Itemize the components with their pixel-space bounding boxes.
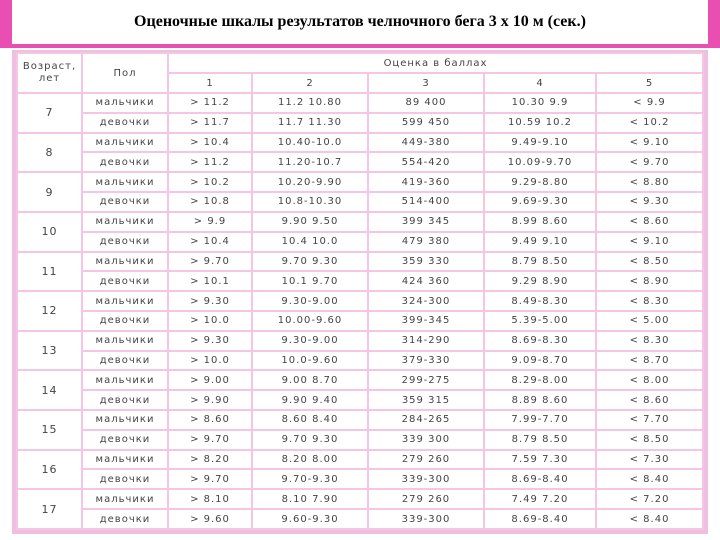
score-cell: 324-300 [368,291,484,311]
score-cell: < 8.30 [596,291,703,311]
score-cell: < 7.70 [596,410,703,430]
score-cell: > 9.30 [168,331,252,351]
table-row [17,192,703,212]
score-cell: < 8.50 [596,430,703,450]
gender-cell-boys: мальчики [82,331,168,351]
score-cell: 8.20 8.00 [252,450,368,470]
gender-cell-boys: мальчики [82,370,168,390]
table-row [17,252,703,272]
score-cell: > 11.2 [168,152,252,172]
score-cell: < 8.40 [596,469,703,489]
score-cell: 419-360 [368,172,484,192]
table-row [17,133,703,153]
gender-cell-girls: девочки [82,113,168,133]
score-cell: > 10.0 [168,351,252,371]
slide-title: Оценочные шкалы результатов челночного бега 3 х 10 м (сек.) [12,0,708,44]
gender-cell-boys: мальчики [82,450,168,470]
score-cell: > 10.1 [168,271,252,291]
score-cell: 379-330 [368,351,484,371]
gender-cell-girls: девочки [82,192,168,212]
table-row [17,489,703,509]
score-group-header: Оценка в баллах [168,53,703,73]
score-cell: 10.4 10.0 [252,232,368,252]
score-cell: 89 400 [368,93,484,113]
score-cell: 7.49 7.20 [484,489,596,509]
gender-cell-boys: мальчики [82,410,168,430]
score-cell: < 7.20 [596,489,703,509]
gender-cell-girls: девочки [82,152,168,172]
score-cell: 9.29-8.80 [484,172,596,192]
score-cell: > 8.10 [168,489,252,509]
score-cell: 449-380 [368,133,484,153]
score-cell: 8.29-8.00 [484,370,596,390]
score-cell: < 8.60 [596,212,703,232]
score-cell: < 9.9 [596,93,703,113]
gender-cell-girls: девочки [82,469,168,489]
table-row [17,469,703,489]
score-cell: > 11.7 [168,113,252,133]
score-cell: 10.59 10.2 [484,113,596,133]
score-cell: 9.49-9.10 [484,133,596,153]
score-cell: 9.09-8.70 [484,351,596,371]
score-cell: > 10.2 [168,172,252,192]
gender-cell-boys: мальчики [82,291,168,311]
score-cell: 339 300 [368,430,484,450]
age-cell: 14 [17,370,82,410]
score-header-1: 1 [168,73,252,93]
score-cell: 9.70 9.30 [252,252,368,272]
score-cell: < 9.70 [596,152,703,172]
score-cell: 9.70-9.30 [252,469,368,489]
score-cell: 284-265 [368,410,484,430]
gender-cell-boys: мальчики [82,252,168,272]
score-cell: > 9.90 [168,390,252,410]
table-row [17,390,703,410]
table-row [17,212,703,232]
table-row [17,271,703,291]
score-cell: 10.0-9.60 [252,351,368,371]
score-cell: 424 360 [368,271,484,291]
score-cell: < 8.90 [596,271,703,291]
score-cell: 9.00 8.70 [252,370,368,390]
score-cell: < 8.40 [596,509,703,529]
gender-cell-boys: мальчики [82,489,168,509]
score-cell: 10.40-10.0 [252,133,368,153]
table-row [17,351,703,371]
score-cell: 9.69-9.30 [484,192,596,212]
table-row [17,450,703,470]
score-cell: 9.60-9.30 [252,509,368,529]
score-cell: < 9.10 [596,232,703,252]
score-cell: 5.39-5.00 [484,311,596,331]
score-cell: > 9.70 [168,430,252,450]
age-cell: 12 [17,291,82,331]
score-cell: 10.30 9.9 [484,93,596,113]
score-cell: 8.69-8.40 [484,469,596,489]
table-row [17,152,703,172]
table-row [17,232,703,252]
gender-cell-boys: мальчики [82,212,168,232]
score-cell: 339-300 [368,509,484,529]
score-cell: < 10.2 [596,113,703,133]
results-table [16,52,704,530]
score-cell: 11.7 11.30 [252,113,368,133]
score-cell: 9.30-9.00 [252,291,368,311]
score-cell: 8.49-8.30 [484,291,596,311]
score-cell: 10.8-10.30 [252,192,368,212]
score-cell: < 8.50 [596,252,703,272]
age-cell: 13 [17,331,82,371]
score-cell: 9.90 9.50 [252,212,368,232]
table-row [17,410,703,430]
score-cell: 9.29 8.90 [484,271,596,291]
score-cell: 10.00-9.60 [252,311,368,331]
score-cell: > 9.00 [168,370,252,390]
score-cell: < 8.60 [596,390,703,410]
score-cell: < 7.30 [596,450,703,470]
score-cell: 554-420 [368,152,484,172]
age-cell: 10 [17,212,82,252]
score-cell: 8.99 8.60 [484,212,596,232]
age-cell: 7 [17,93,82,133]
score-cell: 8.79 8.50 [484,430,596,450]
score-cell: < 8.70 [596,351,703,371]
score-cell: 8.69-8.30 [484,331,596,351]
age-cell: 16 [17,450,82,490]
score-cell: 10.09-9.70 [484,152,596,172]
score-header-3: 3 [368,73,484,93]
score-cell: 359 330 [368,252,484,272]
score-cell: > 10.4 [168,133,252,153]
score-cell: > 9.70 [168,469,252,489]
age-cell: 11 [17,252,82,292]
table-row [17,113,703,133]
score-cell: > 9.70 [168,252,252,272]
score-cell: 7.59 7.30 [484,450,596,470]
score-cell: > 8.20 [168,450,252,470]
gender-cell-girls: девочки [82,311,168,331]
gender-cell-boys: мальчики [82,133,168,153]
score-cell: 314-290 [368,331,484,351]
score-cell: 9.90 9.40 [252,390,368,410]
score-cell: 8.60 8.40 [252,410,368,430]
score-cell: < 8.30 [596,331,703,351]
table-row [17,291,703,311]
table-row [17,93,703,113]
score-cell: 9.30-9.00 [252,331,368,351]
score-cell: 8.10 7.90 [252,489,368,509]
score-cell: 479 380 [368,232,484,252]
gender-cell-girls: девочки [82,232,168,252]
score-header-2: 2 [252,73,368,93]
score-cell: < 5.00 [596,311,703,331]
table-row [17,430,703,450]
score-cell: < 8.00 [596,370,703,390]
score-cell: 9.49 9.10 [484,232,596,252]
score-cell: < 9.10 [596,133,703,153]
age-column-header: Возраст, лет [17,53,82,93]
score-cell: > 9.60 [168,509,252,529]
score-cell: 8.89 8.60 [484,390,596,410]
score-cell: 9.70 9.30 [252,430,368,450]
score-cell: 11.2 10.80 [252,93,368,113]
score-cell: 7.99-7.70 [484,410,596,430]
score-cell: > 9.30 [168,291,252,311]
score-cell: > 10.8 [168,192,252,212]
score-cell: 11.20-10.7 [252,152,368,172]
score-cell: < 8.80 [596,172,703,192]
score-cell: > 9.9 [168,212,252,232]
gender-cell-boys: мальчики [82,172,168,192]
score-cell: < 9.30 [596,192,703,212]
table-row [17,172,703,192]
table-row [17,311,703,331]
score-cell: 399-345 [368,311,484,331]
score-cell: 10.1 9.70 [252,271,368,291]
age-cell: 8 [17,133,82,173]
score-cell: 339-300 [368,469,484,489]
gender-column-header: Пол [82,53,168,93]
score-cell: 8.79 8.50 [484,252,596,272]
table-row [17,331,703,351]
table-row [17,370,703,390]
gender-cell-girls: девочки [82,509,168,529]
score-cell: 299-275 [368,370,484,390]
score-cell: > 10.4 [168,232,252,252]
gender-cell-girls: девочки [82,271,168,291]
age-cell: 17 [17,489,82,529]
score-cell: 8.69-8.40 [484,509,596,529]
score-cell: 279 260 [368,489,484,509]
score-header-5: 5 [596,73,703,93]
score-cell: 399 345 [368,212,484,232]
score-cell: 599 450 [368,113,484,133]
gender-cell-girls: девочки [82,390,168,410]
age-cell: 15 [17,410,82,450]
score-cell: 279 260 [368,450,484,470]
score-cell: > 10.0 [168,311,252,331]
table-row [17,509,703,529]
score-cell: 514-400 [368,192,484,212]
score-header-4: 4 [484,73,596,93]
gender-cell-boys: мальчики [82,93,168,113]
score-cell: > 11.2 [168,93,252,113]
score-cell: > 8.60 [168,410,252,430]
gender-cell-girls: девочки [82,430,168,450]
gender-cell-girls: девочки [82,351,168,371]
score-cell: 359 315 [368,390,484,410]
age-cell: 9 [17,172,82,212]
score-cell: 10.20-9.90 [252,172,368,192]
